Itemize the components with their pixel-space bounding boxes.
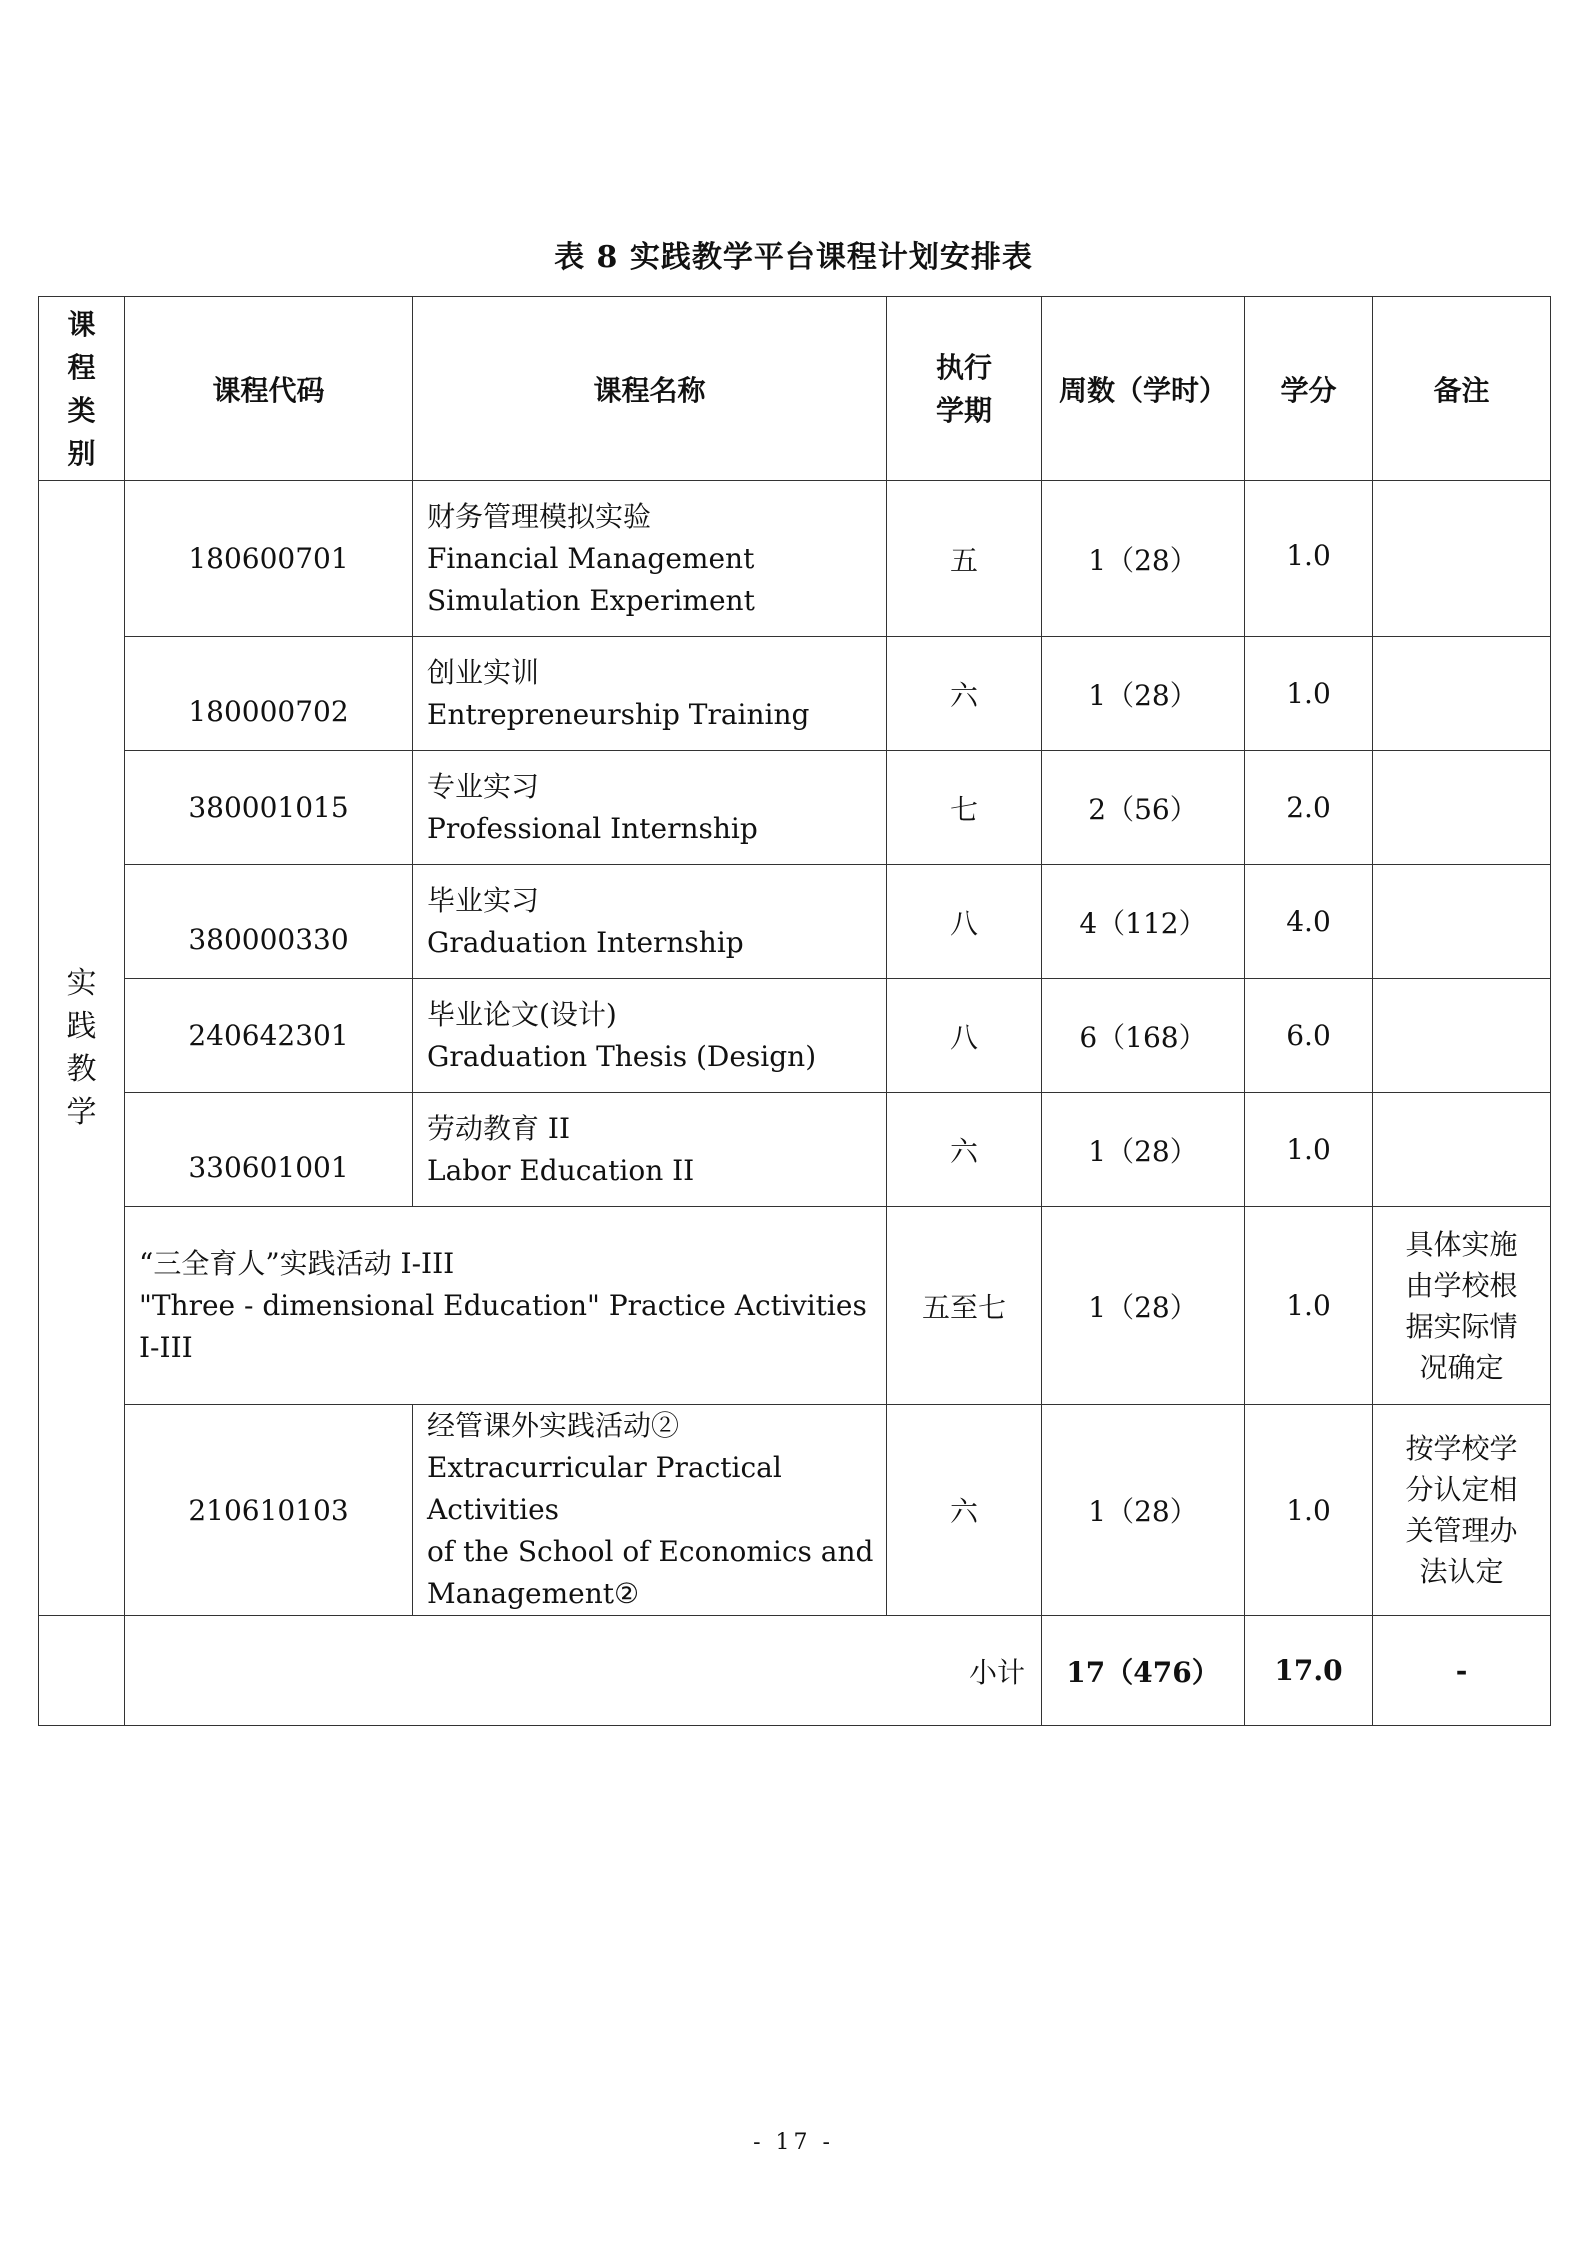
subtotal-weeks: 17（476） xyxy=(1042,1616,1245,1726)
subtotal-remarks: - xyxy=(1373,1616,1551,1726)
course-name xyxy=(413,751,887,865)
subtotal-row xyxy=(39,1616,1551,1726)
course-name-cn: 专业实习 xyxy=(427,769,540,803)
course-name xyxy=(125,1207,887,1405)
course-name xyxy=(413,637,887,751)
course-weeks: 4（112） xyxy=(1042,865,1245,979)
header-weeks: 周数（学时） xyxy=(1042,297,1245,481)
course-weeks: 1（28） xyxy=(1042,481,1245,637)
course-term: 八 xyxy=(887,979,1042,1093)
course-credits: 1.0 xyxy=(1245,637,1373,751)
course-name-cn: 毕业论文(设计) xyxy=(427,997,617,1031)
header-credits: 学分 xyxy=(1245,297,1373,481)
course-weeks: 6（168） xyxy=(1042,979,1245,1093)
course-name-cn: 创业实训 xyxy=(427,655,540,689)
course-term: 七 xyxy=(887,751,1042,865)
course-remarks xyxy=(1373,865,1551,979)
table-row xyxy=(39,979,1551,1093)
course-name-en: Graduation Internship xyxy=(427,925,744,959)
course-name-en: Extracurricular Practical Activities xyxy=(427,1451,782,1526)
course-credits: 1.0 xyxy=(1245,1405,1373,1616)
course-code: 380001015 xyxy=(125,751,413,865)
course-code: 180600701 xyxy=(125,481,413,637)
subtotal-empty-cell xyxy=(39,1616,125,1726)
course-term: 八 xyxy=(887,865,1042,979)
course-name-en: Professional Internship xyxy=(427,811,758,845)
course-name-en: Entrepreneurship Training xyxy=(427,697,810,731)
course-code: 210610103 xyxy=(125,1405,413,1616)
header-row xyxy=(39,297,1551,481)
course-name-cn: 经管课外实践活动② xyxy=(427,1409,680,1442)
course-credits: 2.0 xyxy=(1245,751,1373,865)
course-name xyxy=(413,1093,887,1207)
course-name-cn: 毕业实习 xyxy=(427,883,540,917)
course-term: 六 xyxy=(887,1405,1042,1616)
course-credits: 1.0 xyxy=(1245,481,1373,637)
table-row xyxy=(39,1207,1551,1405)
header-term: 执行 学期 xyxy=(887,297,1042,481)
course-remarks: 具体实施 由学校根 据实际情 况确定 xyxy=(1373,1207,1551,1405)
course-name xyxy=(413,1405,887,1616)
course-credits: 4.0 xyxy=(1245,865,1373,979)
course-name-cn: “三全育人”实践活动 I-III xyxy=(139,1246,455,1280)
table-row xyxy=(39,1405,1551,1616)
course-name xyxy=(413,481,887,637)
course-name-en: Labor Education II xyxy=(427,1153,695,1187)
page-number: - 17 - xyxy=(753,2130,834,2155)
header-remarks: 备注 xyxy=(1373,297,1551,481)
course-remarks xyxy=(1373,637,1551,751)
course-name xyxy=(413,979,887,1093)
course-remarks xyxy=(1373,1093,1551,1207)
course-name-en-cont: of the School of Economics and xyxy=(427,1535,874,1568)
course-term: 五 xyxy=(887,481,1042,637)
course-name-en: Graduation Thesis (Design) xyxy=(427,1039,817,1073)
table-row xyxy=(39,865,1551,979)
course-name-en-cont: Management② xyxy=(427,1577,640,1610)
table-row xyxy=(39,637,1551,751)
table-row xyxy=(39,1093,1551,1207)
course-code: 330601001 xyxy=(125,1093,413,1207)
course-name-cn: 劳动教育 II xyxy=(427,1111,571,1145)
course-weeks: 1（28） xyxy=(1042,1093,1245,1207)
course-code: 380000330 xyxy=(125,865,413,979)
header-category: 课 程 类 别 xyxy=(39,297,125,481)
course-name-en: Financial Management Simulation Experiment xyxy=(427,541,755,617)
course-weeks: 1（28） xyxy=(1042,1207,1245,1405)
subtotal-credits: 17.0 xyxy=(1245,1616,1373,1726)
subtotal-label: 小计 xyxy=(125,1616,1042,1726)
course-credits: 1.0 xyxy=(1245,1093,1373,1207)
course-weeks: 2（56） xyxy=(1042,751,1245,865)
table-row xyxy=(39,751,1551,865)
course-credits: 6.0 xyxy=(1245,979,1373,1093)
course-remarks xyxy=(1373,481,1551,637)
course-name-cn: 财务管理模拟实验 xyxy=(427,499,652,533)
table-title: 表 8 实践教学平台课程计划安排表 xyxy=(554,240,1033,275)
course-term: 六 xyxy=(887,1093,1042,1207)
course-remarks: 按学校学 分认定相 关管理办 法认定 xyxy=(1373,1405,1551,1616)
table-row xyxy=(39,481,1551,637)
course-code: 180000702 xyxy=(125,637,413,751)
course-weeks: 1（28） xyxy=(1042,1405,1245,1616)
course-code: 240642301 xyxy=(125,979,413,1093)
practice-course-table xyxy=(38,296,1551,1726)
course-term: 五至七 xyxy=(887,1207,1042,1405)
header-name: 课程名称 xyxy=(413,297,887,481)
course-name xyxy=(413,865,887,979)
course-name-en-cont: I-III xyxy=(139,1330,193,1364)
course-name-en: "Three - dimensional Education" Practice Activities xyxy=(139,1288,867,1322)
course-remarks xyxy=(1373,979,1551,1093)
course-credits: 1.0 xyxy=(1245,1207,1373,1405)
category-cell: 实 践 教 学 xyxy=(39,481,125,1616)
header-code: 课程代码 xyxy=(125,297,413,481)
course-weeks: 1（28） xyxy=(1042,637,1245,751)
course-remarks xyxy=(1373,751,1551,865)
course-term: 六 xyxy=(887,637,1042,751)
